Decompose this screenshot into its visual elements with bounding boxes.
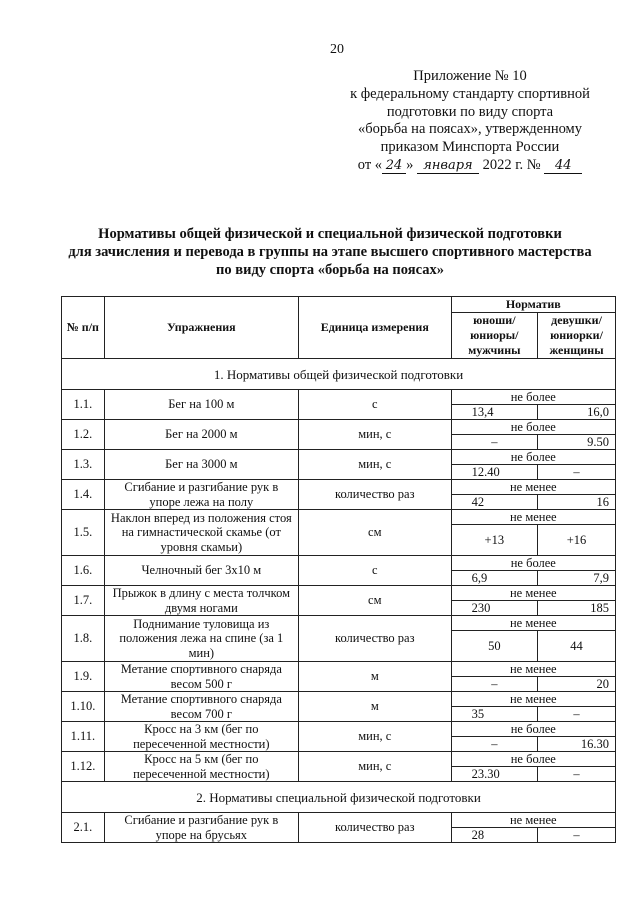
value-male: 42 bbox=[451, 495, 537, 510]
exercise-name: Метание спортивного снаряда весом 500 г bbox=[104, 662, 298, 692]
header-male: юноши/ юниоры/ мужчины bbox=[451, 313, 537, 359]
norm-condition: не менее bbox=[451, 480, 615, 495]
unit: с bbox=[298, 556, 451, 586]
exercise-name: Сгибание и разгибание рук в упоре на брусьях bbox=[104, 813, 298, 843]
unit: количество раз bbox=[298, 616, 451, 662]
norms-table bbox=[61, 296, 616, 843]
value-female: – bbox=[538, 465, 616, 480]
row-number: 1.12. bbox=[62, 752, 105, 782]
row-number: 1.2. bbox=[62, 420, 105, 450]
norm-condition: не более bbox=[451, 450, 615, 465]
value-female: 16 bbox=[538, 495, 616, 510]
value-female: 16.30 bbox=[538, 737, 616, 752]
norm-condition: не менее bbox=[451, 510, 615, 525]
table-row bbox=[62, 616, 616, 631]
value-male: +13 bbox=[451, 525, 537, 556]
exercise-name: Бег на 100 м bbox=[104, 390, 298, 420]
value-male: – bbox=[451, 677, 537, 692]
unit: мин, с bbox=[298, 752, 451, 782]
value-female: 16,0 bbox=[538, 405, 616, 420]
appendix-line: к федеральному стандарту спортивной bbox=[350, 85, 590, 102]
unit: количество раз bbox=[298, 480, 451, 510]
exercise-name: Бег на 3000 м bbox=[104, 450, 298, 480]
value-male: 12.40 bbox=[451, 465, 537, 480]
exercise-name: Поднимание туловища из положения лежа на спине (за 1 мин) bbox=[104, 616, 298, 662]
date-year: 2022 г. № bbox=[482, 156, 541, 173]
exercise-name: Челночный бег 3х10 м bbox=[104, 556, 298, 586]
table-row bbox=[62, 390, 616, 405]
norm-condition: не менее bbox=[451, 586, 615, 601]
value-male: 23.30 bbox=[451, 767, 537, 782]
value-male: 6,9 bbox=[451, 571, 537, 586]
exercise-name: Кросс на 5 км (бег по пересеченной местности) bbox=[104, 752, 298, 782]
norm-condition: не менее bbox=[451, 692, 615, 707]
title-line: Нормативы общей физической и специальной физической подготовки bbox=[98, 226, 562, 242]
value-male: 230 bbox=[451, 601, 537, 616]
header-num: № п/п bbox=[62, 297, 105, 359]
appendix-header bbox=[330, 68, 610, 175]
exercise-name: Сгибание и разгибание рук в упоре лежа на полу bbox=[104, 480, 298, 510]
handwritten-order-number: 44 bbox=[544, 159, 582, 174]
norm-condition: не более bbox=[451, 390, 615, 405]
row-number: 1.7. bbox=[62, 586, 105, 616]
norm-condition: не более bbox=[451, 752, 615, 767]
page-number: 20 bbox=[330, 42, 344, 57]
header-female: девушки/ юниорки/ женщины bbox=[538, 313, 616, 359]
value-female: 9.50 bbox=[538, 435, 616, 450]
unit: с bbox=[298, 390, 451, 420]
unit: м bbox=[298, 662, 451, 692]
row-number: 1.1. bbox=[62, 390, 105, 420]
table-body bbox=[62, 359, 616, 843]
value-female: – bbox=[538, 767, 616, 782]
row-number: 1.8. bbox=[62, 616, 105, 662]
exercise-name: Бег на 2000 м bbox=[104, 420, 298, 450]
value-male: 28 bbox=[451, 828, 537, 843]
row-number: 1.3. bbox=[62, 450, 105, 480]
section-row bbox=[62, 782, 616, 813]
norm-condition: не менее bbox=[451, 813, 615, 828]
table-row bbox=[62, 510, 616, 525]
table-row bbox=[62, 692, 616, 707]
title-line: по виду спорта «борьба на поясах» bbox=[216, 262, 444, 278]
table-row bbox=[62, 662, 616, 677]
appendix-line: «борьба на поясах», утвержденному bbox=[358, 121, 582, 138]
exercise-name: Наклон вперед из положения стоя на гимнастической скамье (от уровня скамьи) bbox=[104, 510, 298, 556]
value-female: 20 bbox=[538, 677, 616, 692]
section-title: 1. Нормативы общей физической подготовки bbox=[62, 359, 616, 390]
row-number: 1.4. bbox=[62, 480, 105, 510]
value-male: – bbox=[451, 435, 537, 450]
table-row bbox=[62, 420, 616, 435]
appendix-line: приказом Минспорта России bbox=[380, 139, 560, 156]
value-female: 44 bbox=[538, 631, 616, 662]
section-title: 2. Нормативы специальной физической подготовки bbox=[62, 782, 616, 813]
exercise-name: Кросс на 3 км (бег по пересеченной местности) bbox=[104, 722, 298, 752]
unit: м bbox=[298, 692, 451, 722]
exercise-name: Метание спортивного снаряда весом 700 г bbox=[104, 692, 298, 722]
row-number: 2.1. bbox=[62, 813, 105, 843]
table-row bbox=[62, 556, 616, 571]
value-female: – bbox=[538, 828, 616, 843]
norm-condition: не менее bbox=[451, 616, 615, 631]
norm-condition: не более bbox=[451, 722, 615, 737]
value-male: 35 bbox=[451, 707, 537, 722]
row-number: 1.5. bbox=[62, 510, 105, 556]
date-mid: » bbox=[406, 156, 414, 173]
row-number: 1.6. bbox=[62, 556, 105, 586]
value-male: – bbox=[451, 737, 537, 752]
norm-condition: не менее bbox=[451, 662, 615, 677]
row-number: 1.11. bbox=[62, 722, 105, 752]
norm-condition: не более bbox=[451, 556, 615, 571]
title-line: для зачисления и перевода в группы на этапе высшего спортивного мастерства bbox=[68, 244, 592, 260]
table-row bbox=[62, 752, 616, 767]
unit: см bbox=[298, 510, 451, 556]
header-exercise: Упражнения bbox=[104, 297, 298, 359]
appendix-line: Приложение № 10 bbox=[413, 68, 527, 84]
appendix-line: подготовки по виду спорта bbox=[386, 103, 554, 120]
unit: мин, с bbox=[298, 450, 451, 480]
date-prefix: от « bbox=[357, 156, 383, 173]
unit: количество раз bbox=[298, 813, 451, 843]
table-row bbox=[62, 450, 616, 465]
table-row bbox=[62, 480, 616, 495]
norm-condition: не более bbox=[451, 420, 615, 435]
value-female: +16 bbox=[538, 525, 616, 556]
handwritten-day: 24 bbox=[382, 159, 406, 174]
header-unit: Единица измерения bbox=[298, 297, 451, 359]
value-male: 50 bbox=[451, 631, 537, 662]
value-female: 185 bbox=[538, 601, 616, 616]
value-male: 13,4 bbox=[451, 405, 537, 420]
table-row bbox=[62, 722, 616, 737]
table-row bbox=[62, 813, 616, 828]
section-row bbox=[62, 359, 616, 390]
unit: мин, с bbox=[298, 722, 451, 752]
header-norm: Норматив bbox=[451, 297, 615, 313]
order-date-line bbox=[330, 157, 610, 175]
row-number: 1.10. bbox=[62, 692, 105, 722]
value-female: 7,9 bbox=[538, 571, 616, 586]
exercise-name: Прыжок в длину с места толчком двумя ногами bbox=[104, 586, 298, 616]
unit: см bbox=[298, 586, 451, 616]
unit: мин, с bbox=[298, 420, 451, 450]
value-female: – bbox=[538, 707, 616, 722]
handwritten-month: января bbox=[417, 159, 479, 174]
row-number: 1.9. bbox=[62, 662, 105, 692]
table-row bbox=[62, 586, 616, 601]
document-title bbox=[40, 225, 620, 279]
